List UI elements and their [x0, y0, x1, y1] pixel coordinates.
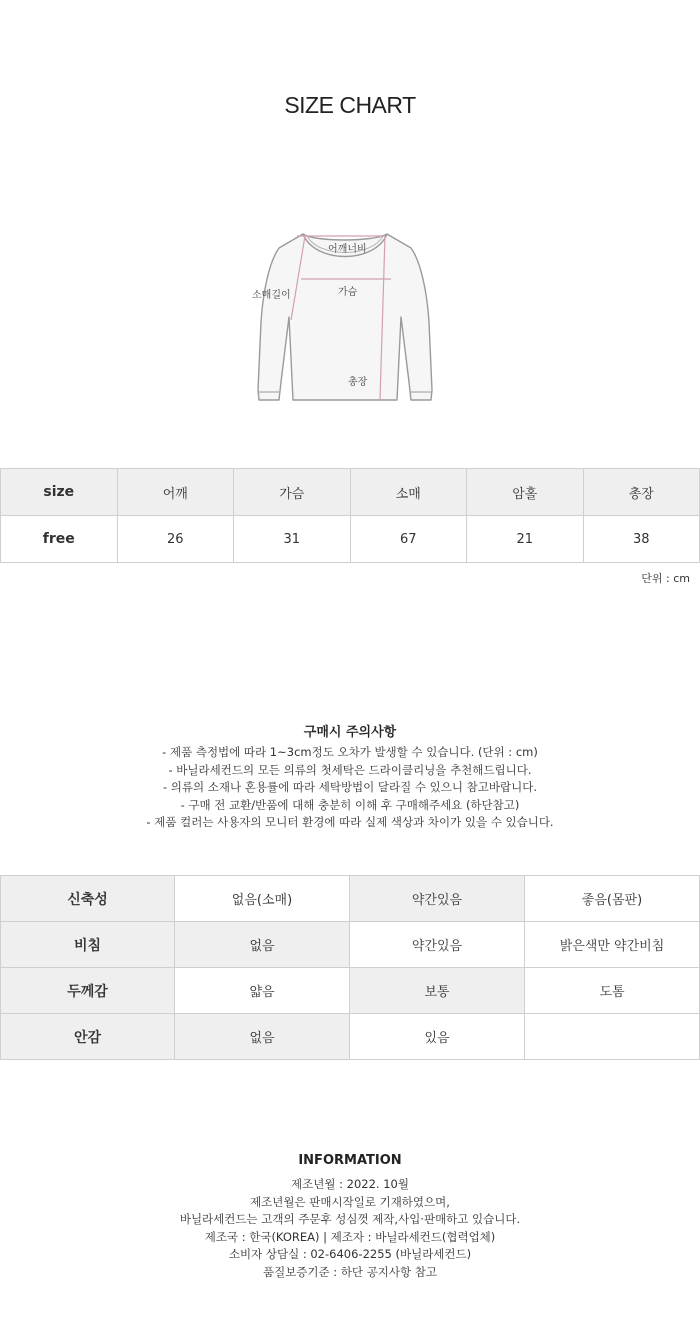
- info-line: 제조국 : 한국(KOREA) | 제조자 : 바닐라세컨드(협력업체): [204, 1229, 496, 1244]
- lining-label: 안감: [1, 1014, 175, 1060]
- lining-option: 없음: [175, 1014, 350, 1060]
- stretch-option: 좋음(몸판): [525, 876, 700, 922]
- length-header-cell: 총장: [583, 469, 700, 516]
- size-table: [0, 468, 700, 563]
- caution-line: - 구매 전 교환/반품에 대해 충분히 이해 후 구매해주세요 (하단참고): [180, 797, 520, 812]
- thickness-option: 보통: [350, 968, 525, 1014]
- caution-line: - 의류의 소재나 혼용률에 따라 세탁방법이 달라질 수 있으니 참고바랍니다.: [163, 780, 537, 795]
- caution-line: - 바닐라세컨드의 모든 의류의 첫세탁은 드라이클리닝을 추천해드립니다.: [168, 762, 532, 777]
- sheerness-option: 밝은색만 약간비침: [525, 922, 700, 968]
- stretch-option: 없음(소매): [175, 876, 350, 922]
- length-value-cell: 38: [583, 516, 700, 563]
- chest-value-cell: 31: [234, 516, 351, 563]
- sleeve-value-cell: 67: [350, 516, 467, 563]
- length-label: 총장: [348, 377, 368, 388]
- thickness-option: 얇음: [175, 968, 350, 1014]
- shoulder-header-cell: 어깨: [117, 469, 234, 516]
- thickness-option: 도톰: [525, 968, 700, 1014]
- sheerness-label: 비침: [1, 922, 175, 968]
- table-row: [1, 922, 700, 968]
- page-title: SIZE CHART: [284, 92, 416, 118]
- armhole-value-cell: 21: [467, 516, 584, 563]
- info-line: 제조년월 : 2022. 10월: [291, 1177, 409, 1191]
- size-value-cell: free: [1, 516, 118, 563]
- chest-header-cell: 가슴: [234, 469, 351, 516]
- thickness-label: 두께감: [1, 968, 175, 1014]
- shoulder-label: 어깨너비: [328, 244, 367, 255]
- caution-line: - 제품 컬러는 사용자의 모니터 환경에 따라 실제 색상과 차이가 있을 수 있습니다.: [146, 815, 554, 830]
- info-line: 소비자 상담실 : 02-6406-2255 (바닐라세컨드): [228, 1247, 472, 1262]
- info-line: 제조년월은 판매시작일로 기재하였으며,: [250, 1194, 450, 1209]
- info-line: 바닐라세컨드는 고객의 주문후 성심껏 제작,사입·판매하고 있습니다.: [179, 1212, 521, 1227]
- sheerness-option: 없음: [175, 922, 350, 968]
- sheerness-option: 약간있음: [350, 922, 525, 968]
- armhole-header-cell: 암홀: [467, 469, 584, 516]
- information-list: [0, 1176, 700, 1282]
- information-title: INFORMATION: [298, 1153, 402, 1168]
- caution-title: 구매시 주의사항: [303, 725, 397, 740]
- caution-list: [0, 744, 700, 832]
- caution-line: - 제품 측정법에 따라 1~3cm정도 오차가 발생할 수 있습니다. (단위 : cm): [162, 745, 538, 759]
- table-row: [1, 1014, 700, 1060]
- unit-note: 단위 : cm: [641, 572, 690, 585]
- lining-option: [525, 1014, 700, 1060]
- fabric-properties-table: [0, 875, 700, 1060]
- sleeve-label: 소매길이: [252, 290, 291, 301]
- table-row: [1, 876, 700, 922]
- table-row: [1, 516, 700, 563]
- size-table-header-row: [1, 469, 700, 516]
- shoulder-value-cell: 26: [117, 516, 234, 563]
- stretch-option: 약간있음: [350, 876, 525, 922]
- info-line: 품질보증기준 : 하단 공지사항 참고: [262, 1264, 438, 1279]
- size-header-cell: size: [1, 469, 118, 516]
- chest-label: 가슴: [338, 287, 358, 298]
- sleeve-header-cell: 소매: [350, 469, 467, 516]
- lining-option: 있음: [350, 1014, 525, 1060]
- table-row: [1, 968, 700, 1014]
- stretch-label: 신축성: [1, 876, 175, 922]
